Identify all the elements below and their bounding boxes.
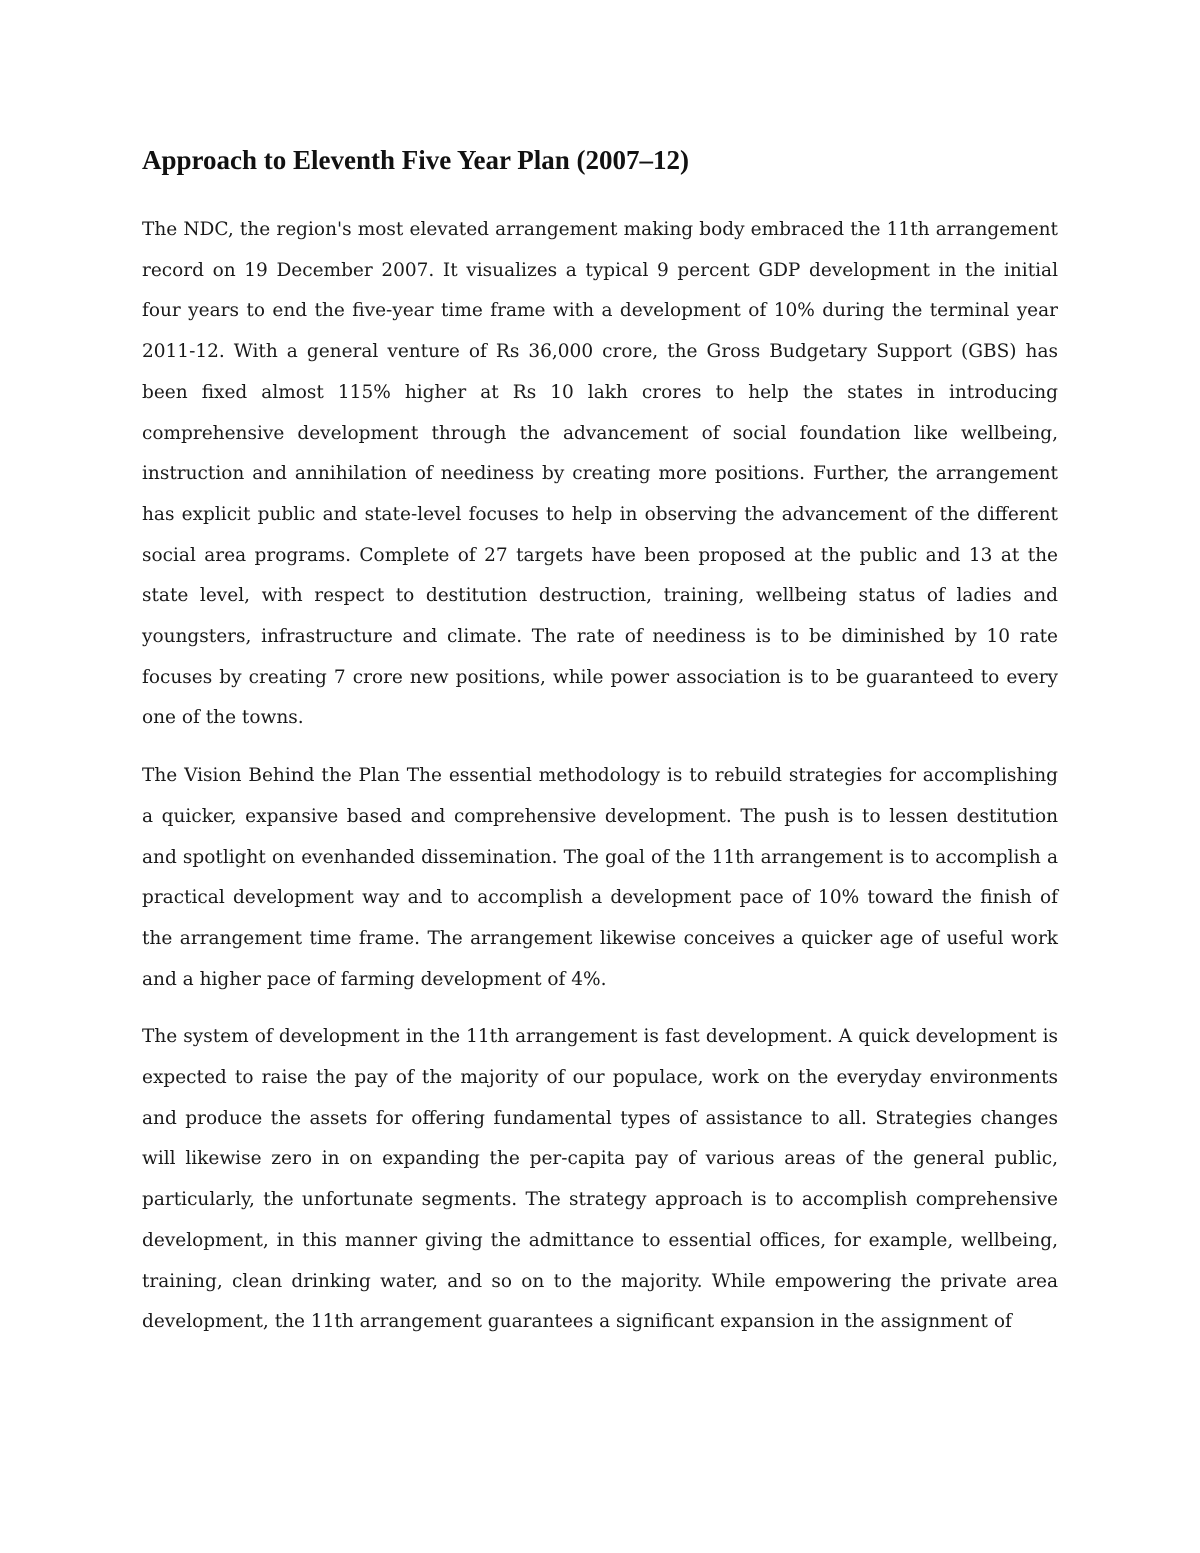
paragraph-vision-behind-plan: The Vision Behind the Plan The essential methodology is to rebuild strategies for accomplishing a quicker, expansive based and comprehensive development. The push is to lessen destitution and spotlight on evenhanded dissemination. The goal of the 11th arrangement is to accomplish a practical development way and to accomplish a development pace of 10% toward the finish of the arrangement time frame. The arrangement likewise conceives a quicker age of useful work and a higher pace of farming development of 4%.: [142, 765, 1058, 990]
document-body: [142, 138, 1058, 1360]
paragraph-eleventh-plan-overview: The NDC, the region's most elevated arrangement making body embraced the 11th arrangement record on 19 December 2007. It visualizes a typical 9 percent GDP development in the initial four years to end the five-year time frame with a development of 10% during the terminal year 2011-12. With a general venture of Rs 36,000 crore, the Gross Budgetary Support (GBS) has been fixed almost 115% higher at Rs 10 lakh crores to help the states in introducing comprehensive development through the advancement of social foundation like wellbeing, instruction and annihilation of neediness by creating more positions. Further, the arrangement has explicit public and state-level focuses to help in observing the advancement of the different social area programs. Complete of 27 targets have been proposed at the public and 13 at the state level, with respect to destitution destruction, training, wellbeing status of ladies and youngsters, infrastructure and climate. The rate of neediness is to be diminished by 10 rate focuses by creating 7 crore new positions, while power association is to be guaranteed to every one of the towns.: [142, 219, 1058, 729]
document-title: Approach to Eleventh Five Year Plan (2007–12): [142, 145, 689, 175]
paragraph-system-of-development: The system of development in the 11th arrangement is fast development. A quick development is expected to raise the pay of the majority of our populace, work on the everyday environments and produce the assets for offering fundamental types of assistance to all. Strategies changes will likewise zero in on expanding the per-capita pay of various areas of the general public, particularly, the unfortunate segments. The strategy approach is to accomplish comprehensive development, in this manner giving the admittance to essential offices, for example, wellbeing, training, clean drinking water, and so on to the majority. While empowering the private area development, the 11th arrangement guarantees a significant expansion in the assignment of: [142, 1026, 1058, 1333]
